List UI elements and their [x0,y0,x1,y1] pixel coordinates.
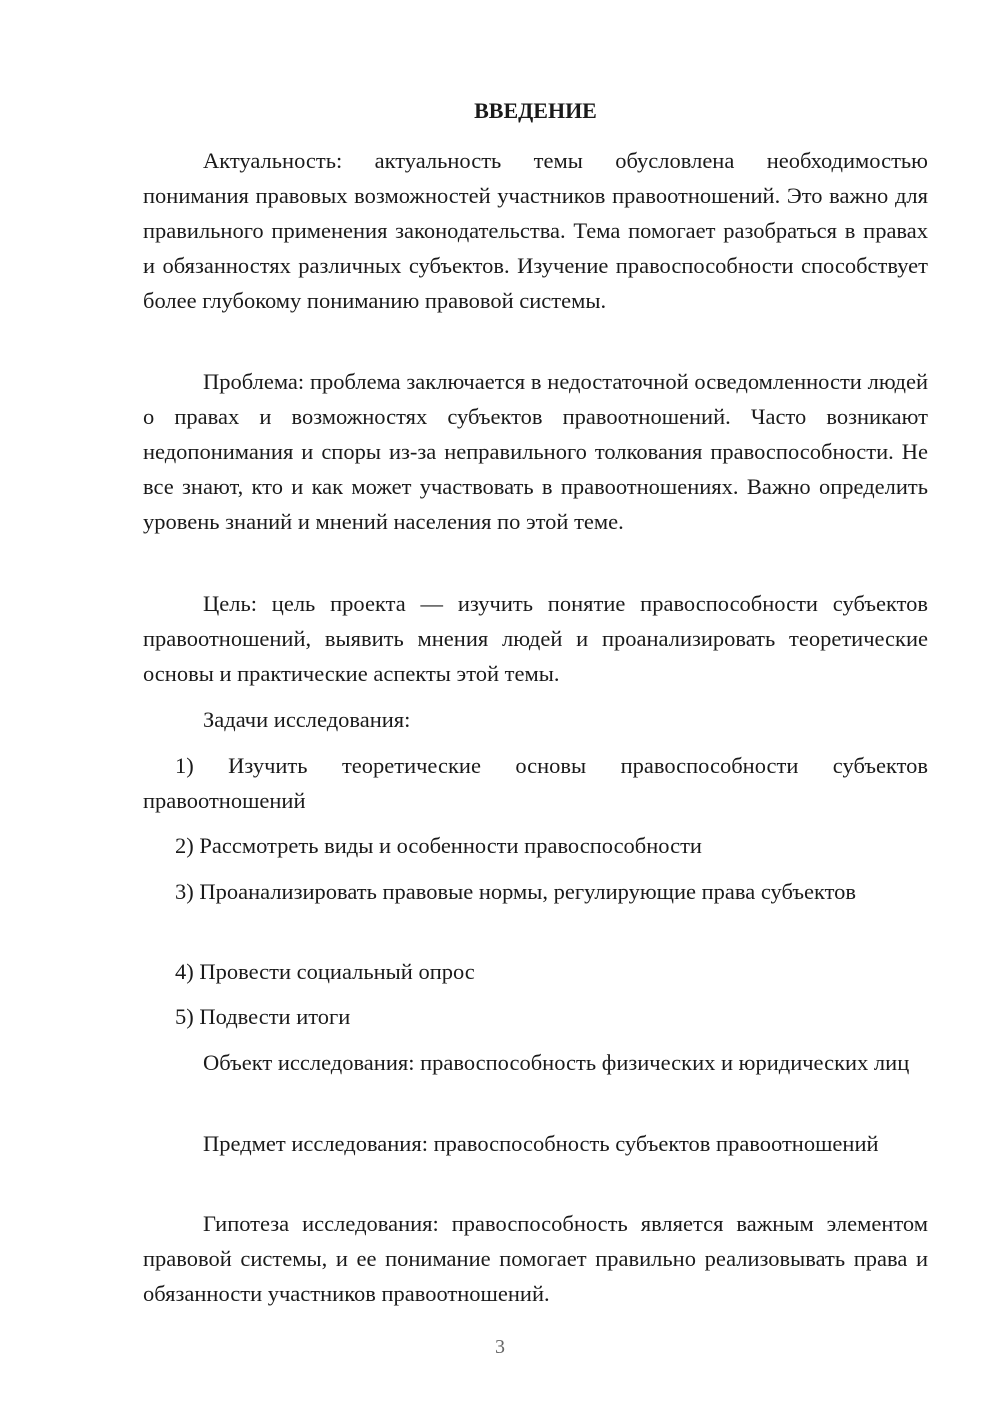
relevance-paragraph: Актуальность: актуальность темы обусловлена необходимостью понимания правовых возможностей участников правоотношений. Это важно для правильного применения законодательства. Тема помогает разобраться в правах и обязанностях различных субъектов. Изучение правоспособности способствует более глубокому пониманию правовой системы. [143,148,928,313]
task-item: 2) Рассмотреть виды и особенности правоспособности [175,833,702,858]
object-paragraph: Объект исследования: правоспособность физических и юридических лиц [203,1050,910,1075]
goal-paragraph: Цель: цель проекта — изучить понятие правоспособности субъектов правоотношений, выявить мнения людей и проанализировать теоретические основы и практические аспекты этой темы. [143,591,928,686]
task-item: 1) Изучить теоретические основы правоспособности субъектов правоотношений [143,753,928,813]
page-number: 3 [495,1336,505,1358]
page-title: ВВЕДЕНИЕ [474,98,597,123]
problem-paragraph: Проблема: проблема заключается в недостаточной осведомленности людей о правах и возможностях субъектов правоотношений. Часто возникают недопонимания и споры из-за неправильного толкования правоспособности. Не все знают, кто и как может участвовать в правоотношениях. Важно определить уровень знаний и мнений населения по этой теме. [143,369,928,534]
hypothesis-paragraph: Гипотеза исследования: правоспособность является важным элементом правовой системы, и ее понимание помогает правильно реализовывать права и обязанности участников правоотношений. [143,1211,928,1306]
subject-paragraph: Предмет исследования: правоспособность субъектов правоотношений [203,1131,879,1156]
task-item: 5) Подвести итоги [175,1004,351,1029]
tasks-heading: Задачи исследования: [203,707,411,732]
task-item: 3) Проанализировать правовые нормы, регулирующие права субъектов [175,879,857,904]
task-item: 4) Провести социальный опрос [175,959,475,984]
